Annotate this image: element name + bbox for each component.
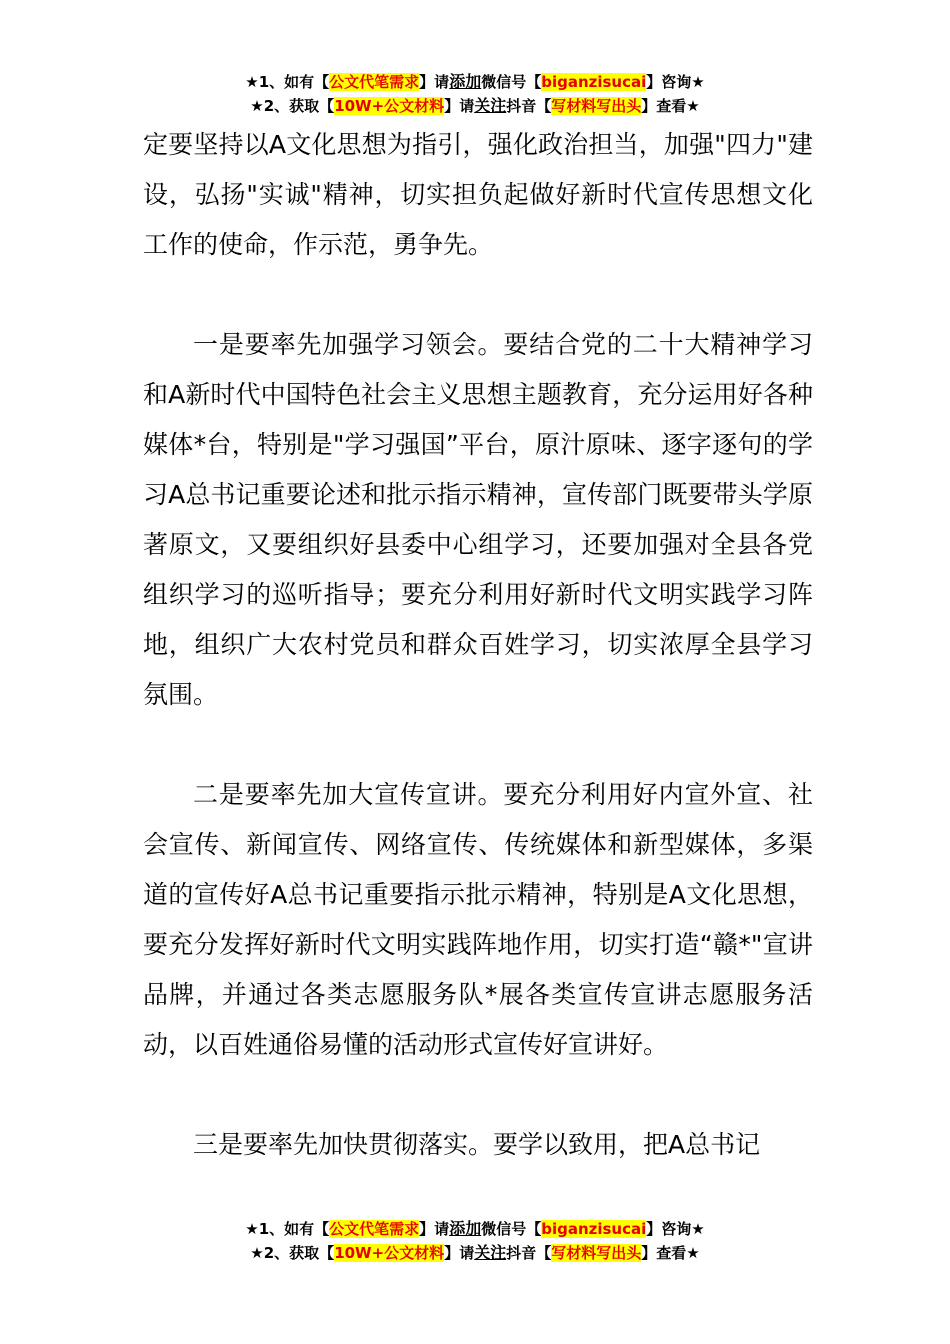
underline-add: 添加 xyxy=(449,72,482,91)
paragraph-publicity: 二是要率先加大宣传宣讲。要充分利用好内宣外宣、社会宣传、新闻宣传、网络宣传、传统媒体和新型媒体，多渠道的宣传好A总书记重要指示批示精神，特别是A文化思想，要充分发挥好新时代文明实践阵地作用，切实打造“赣*"宣讲品牌，并通过各类志愿服务队*展各类宣传宣讲志愿服务活动，以百姓通俗易懂的活动形式宣传好宣讲好。 xyxy=(143,780,813,1059)
underline-follow: 关注 xyxy=(474,96,507,115)
highlight-douyin-id: 写材料写出头 xyxy=(551,1244,642,1262)
paragraph-intro: 定要坚持以A文化思想为指引，强化政治担当，加强"四力"建设，弘扬"实诚"精神，切实担负起做好新时代宣传思想文化工作的使命，作示范，勇争先。 xyxy=(143,130,813,259)
highlight-service: 公文代笔需求 xyxy=(329,1220,420,1238)
highlight-service: 公文代笔需求 xyxy=(329,73,420,91)
highlight-wechat-id: biganzisucai xyxy=(541,73,647,91)
highlight-wechat-id: biganzisucai xyxy=(541,1220,647,1238)
footer-promo-banner xyxy=(0,1217,950,1265)
highlight-materials: 10W+公文材料 xyxy=(334,97,445,115)
promo-line-2: ★2、获取【10W+公文材料】请关注抖音【写材料写出头】查看★ xyxy=(250,1243,700,1262)
underline-add: 添加 xyxy=(449,1219,482,1238)
document-body xyxy=(143,120,813,1170)
highlight-materials: 10W+公文材料 xyxy=(334,1244,445,1262)
promo-line-1: ★1、如有【公文代笔需求】请添加微信号【biganzisucai】咨询★ xyxy=(245,1219,705,1238)
paragraph-implementation: 三是要率先加快贯彻落实。要学以致用，把A总书记 xyxy=(193,1130,761,1159)
promo-line-1: ★1、如有【公文代笔需求】请添加微信号【biganzisucai】咨询★ xyxy=(245,72,705,91)
paragraph-study: 一是要率先加强学习领会。要结合党的二十大精神学习和A新时代中国特色社会主义思想主题教育，充分运用好各种媒体*台，特别是"学习强国”平台，原汁原味、逐字逐句的学习A总书记重要论述和批示指示精神，宣传部门既要带头学原著原文，又要组织好县委中心组学习，还要加强对全县各党组织学习的巡听指导；要充分利用好新时代文明实践学习阵地，组织广大农村党员和群众百姓学习，切实浓厚全县学习氛围。 xyxy=(143,330,813,709)
promo-line-2: ★2、获取【10W+公文材料】请关注抖音【写材料写出头】查看★ xyxy=(250,96,700,115)
highlight-douyin-id: 写材料写出头 xyxy=(551,97,642,115)
header-promo-banner xyxy=(0,70,950,118)
underline-follow: 关注 xyxy=(474,1243,507,1262)
